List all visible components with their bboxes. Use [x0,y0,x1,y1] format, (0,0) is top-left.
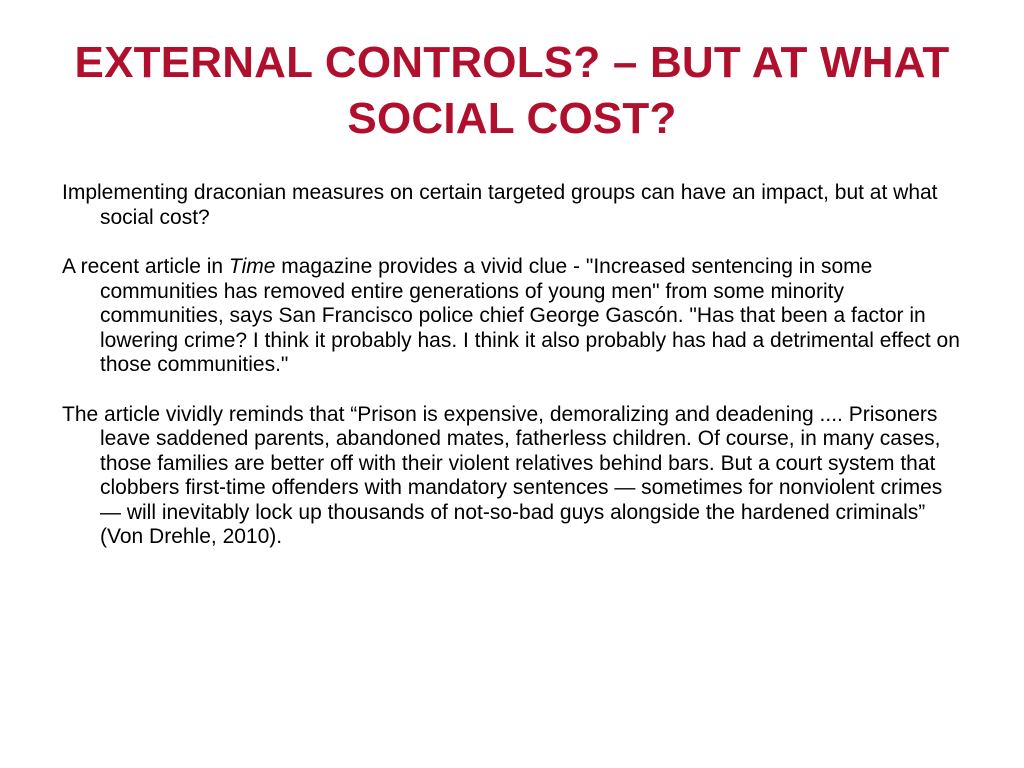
slide-title: EXTERNAL CONTROLS? – BUT AT WHAT SOCIAL COST? [74,38,950,143]
paragraph-time-quote: magazine provides a vivid clue - "Increased sentencing in some communities has removed entire generations of young men" from some minority communities, says San Francisco police chief George Gascón. "Has that been a factor in lowering crime? I think it probably has. I think it also probably has had a detrimental effect on those communities." [100,255,960,376]
paragraph-time-article [62,255,966,378]
paragraph-draconian-measures: Implementing draconian measures on certain targeted groups can have an impact, but at what social cost? [62,181,938,229]
paragraph-time-intro: A recent article in [62,255,229,278]
slide-body [62,181,966,575]
time-magazine-title: Time [228,255,276,278]
paragraph-prison-quote: The article vividly reminds that “Prison is expensive, demoralizing and deadening .... Prisoners leave saddened parents, abandoned mates, fatherless children. Of course, in many cases, those families are better off with their violent relatives behind bars. But a court system that clobbers first-time offenders with mandatory sentences — sometimes for nonviolent crimes — will inevitably lock up thousands of not-so-bad guys alongside the hardened criminals” (Von Drehle, 2010). [62,402,943,548]
